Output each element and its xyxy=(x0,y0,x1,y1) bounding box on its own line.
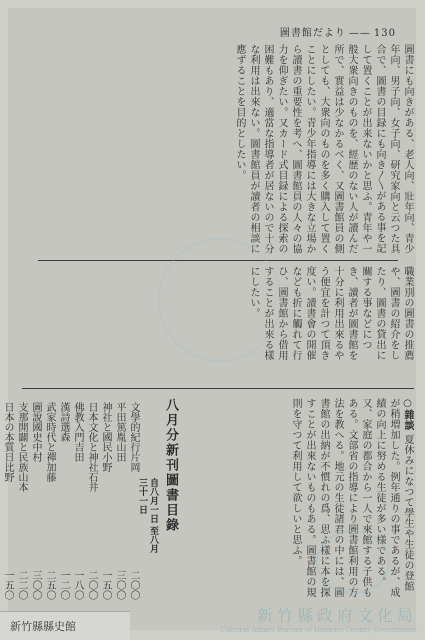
book-price: 二五〇 xyxy=(44,570,55,600)
book-author: 日比野 xyxy=(2,452,13,482)
book-title: 漢詩選 xyxy=(58,402,69,432)
book-entry xyxy=(42,402,54,600)
book-price: 二〇〇 xyxy=(128,570,139,600)
book-price: 二〇〇 xyxy=(86,570,97,600)
book-price: 一二〇 xyxy=(58,570,69,600)
watermark-subtitle: Cultural Affairs Bureau of Hsinchu County Government xyxy=(219,626,417,634)
article-section-1 xyxy=(22,44,414,257)
book-title: 武家時代と禪 xyxy=(44,402,55,462)
book-title: 平田篤胤 xyxy=(114,402,125,442)
book-entry xyxy=(14,402,26,600)
book-price: 一五〇 xyxy=(2,570,13,600)
book-entry xyxy=(0,402,12,600)
page-number: 130 xyxy=(373,28,396,39)
header-title: 圖書館だより xyxy=(279,28,346,39)
book-price: 一五〇 xyxy=(100,570,111,600)
section-3-heading: ○雜談 xyxy=(402,398,413,431)
book-author: 加藤 xyxy=(44,462,55,482)
section-2-text: 職業別の圖書の推薦や、圖書の紹介をしたり、圖書の貸出に關する事などにつき、讀者が圖書館を十分に利用出來るやう便宜を計つて頂き度い。讀書會の開催なども折に觸れて行ひ、圖書館から借用することが出來る樣にしたい。 xyxy=(248,266,413,361)
archive-label-text: 新竹縣縣史館 xyxy=(10,620,76,633)
book-title: 支那開闢と民族 xyxy=(16,402,27,472)
watermark-seal-icon xyxy=(316,530,390,594)
book-author: 中村 xyxy=(30,442,41,462)
booklist-title: 八月分新刊圖書目錄 xyxy=(163,398,178,533)
book-title: 日本文化と神社 xyxy=(86,402,97,472)
book-price: 三〇〇 xyxy=(30,570,41,600)
book-entry xyxy=(98,402,110,600)
book-title: 文學的紀行 xyxy=(128,402,139,452)
booklist-dates: 自八月一日 至八月三十一日 xyxy=(137,478,158,554)
book-author: 山田 xyxy=(114,442,125,462)
book-price: 二二〇 xyxy=(16,570,27,600)
book-entry xyxy=(84,402,96,600)
book-title: 神社と國民 xyxy=(100,402,111,452)
book-price: 三〇〇 xyxy=(114,570,125,600)
watermark-title: 新竹縣政府文化局 xyxy=(256,606,417,625)
watermark-text xyxy=(220,603,417,634)
book-title: 日本の本質 xyxy=(2,402,13,452)
header-dash: —— xyxy=(348,28,371,39)
archive-label xyxy=(0,611,130,640)
book-author: 吉田 xyxy=(72,442,83,462)
book-author: 山本 xyxy=(16,472,27,492)
book-author: 片岡 xyxy=(128,452,139,472)
watermark-seal-icon xyxy=(158,238,282,362)
book-entry xyxy=(70,402,82,600)
book-entry xyxy=(28,402,40,600)
book-entry xyxy=(126,402,138,600)
book-author: 森 xyxy=(58,432,69,442)
book-title: 圖說國史 xyxy=(30,402,41,442)
book-author: 石井 xyxy=(86,472,97,492)
document-page xyxy=(2,8,416,630)
section-1-text: 圖書にも向きがある、老人向、壯年向、青少年向、男子向、女子向、研究家向と云つた具合で、圖書の目録にも向き〳〵がある事を記して置くことが出来ないかと思ふ。青年や一般大衆向きのものを、經歴のない人が讀んだ所で、實益は少なかるべく、又圖書館員の側としても、大衆向のものを多く購入して置くことにしたい。青少年指導には大きな立場から讀書の重要性を考へ、圖書館員の人々の協力を仰ぎたい。又カード式目録による探索の困難もあり、適當な指導者が居ないので十分な利用は出來ない。圖書館員が讀者の相談に應ずることを目的としたい。 xyxy=(234,44,413,254)
section-divider xyxy=(22,388,414,389)
book-author: 小野 xyxy=(100,452,111,472)
book-price: 一八〇 xyxy=(72,570,83,600)
section-3-text: 夏休みになつて學生や生徒の登館が稍増加した。例年通りの事であるが、成績の向上に努める生徒が多い様である。又、家庭の都合から一人で來館する子供もある。文部省の指導により圖書館利用の方法を教へる。地元の生徒諸君の中には、圖書館の出納が不慣れの爲、思ふ樣に本を探すことが出來ないものもある。圖書館の規則を守つて利用して欲しいと思ふ。 xyxy=(290,398,413,598)
booklist xyxy=(2,402,139,602)
book-entry xyxy=(112,402,124,600)
book-title: 佛教入門 xyxy=(72,402,83,442)
running-header xyxy=(280,24,396,39)
book-entry xyxy=(56,402,68,600)
